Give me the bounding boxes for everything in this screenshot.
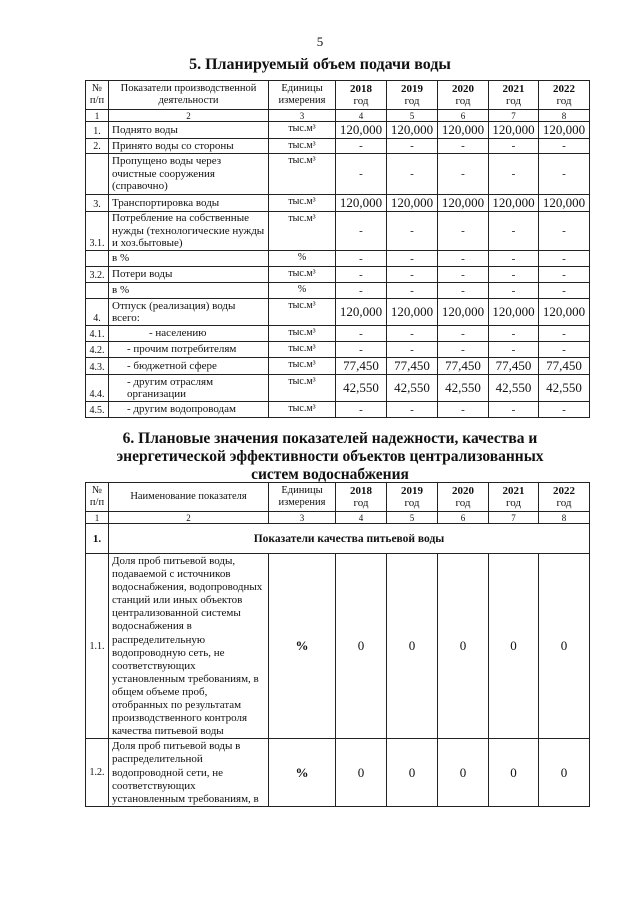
table-row: 2. Принято воды со стороны тыс.м³ - - - - - <box>86 139 590 154</box>
table-row: 3. Транспортировка воды тыс.м³ 120,000 120,000 120,000 120,000 120,000 <box>86 195 590 212</box>
column-numbers-row: 1 2 3 4 5 6 7 8 <box>86 110 590 122</box>
header-year: 2022 год <box>539 81 590 110</box>
header-indicator: Показатели производственной деятельности <box>109 81 269 110</box>
section-header-row: 1. Показатели качества питьевой воды <box>86 524 590 554</box>
header-num: № п/п <box>86 81 109 110</box>
header-year: 2019 год <box>387 483 438 512</box>
planned-water-supply-table <box>85 80 590 418</box>
table-row: 4.1. - населению тыс.м³ - - - - - <box>86 326 590 342</box>
header-year: 2021 год <box>489 483 539 512</box>
header-year: 2021 год <box>489 81 539 110</box>
header-year: 2022 год <box>539 483 590 512</box>
table-row: 4.5. - другим водопроводам тыс.м³ - - - - - <box>86 402 590 418</box>
header-year: 2018 год <box>336 483 387 512</box>
header-indicator: Наименование показателя <box>109 483 269 512</box>
table-row: в % % - - - - - <box>86 283 590 299</box>
header-year: 2020 год <box>438 483 489 512</box>
table-row: 4.4. - другим отраслям организации тыс.м³ 42,550 42,550 42,550 42,550 42,550 <box>86 375 590 402</box>
page-number: 5 <box>316 34 324 49</box>
table-row: 4.2. - прочим потребителям тыс.м³ - - - - - <box>86 342 590 358</box>
header-num: № п/п <box>86 483 109 512</box>
header-year: 2019 год <box>387 81 438 110</box>
table-row: 3.2. Потери воды тыс.м³ - - - - - <box>86 267 590 283</box>
table-row: 4.3. - бюджетной сфере тыс.м³ 77,450 77,450 77,450 77,450 77,450 <box>86 358 590 375</box>
section6-title: 6. Плановые значения показателей надежности, качества и энергетической эффективности объектов централизованных систем водоснабжения <box>116 430 544 483</box>
table-row: 4. Отпуск (реализация) воды всего: тыс.м³ 120,000 120,000 120,000 120,000 120,000 <box>86 299 590 326</box>
header-year: 2018 год <box>336 81 387 110</box>
table-row: 1.2. Доля проб питьевой воды в распределительной водопроводной сети, не соответствующих установленным требованиям, в % 0 0 0 0 0 <box>86 739 590 807</box>
table-row: 1. Поднято воды тыс.м³ 120,000 120,000 120,000 120,000 120,000 <box>86 122 590 139</box>
header-unit: Единицы измерения <box>269 483 336 512</box>
table-row: Пропущено воды через очистные сооружения (справочно) тыс.м³ - - - - - <box>86 154 590 195</box>
water-quality-indicators-table <box>85 482 590 807</box>
header-unit: Единицы измерения <box>269 81 336 110</box>
column-numbers-row: 1 2 3 4 5 6 7 8 <box>86 512 590 524</box>
table-row: 3.1. Потребление на собственные нужды (технологические нужды и хоз.бытовые) тыс.м³ - - - - - <box>86 212 590 251</box>
table-row: в % % - - - - - <box>86 251 590 267</box>
table-row: 1.1. Доля проб питьевой воды, подаваемой с источников водоснабжения, водопроводных станций или иных объектов централизованной системы водоснабжения в распределительную водопроводную сеть, не соответствующих установленным требованиям, в общем объеме проб, отобранных по результатам производственного контроля качества питьевой воды % 0 0 0 0 0 <box>86 554 590 739</box>
section5-title: 5. Планируемый объем подачи воды <box>189 56 451 73</box>
header-year: 2020 год <box>438 81 489 110</box>
